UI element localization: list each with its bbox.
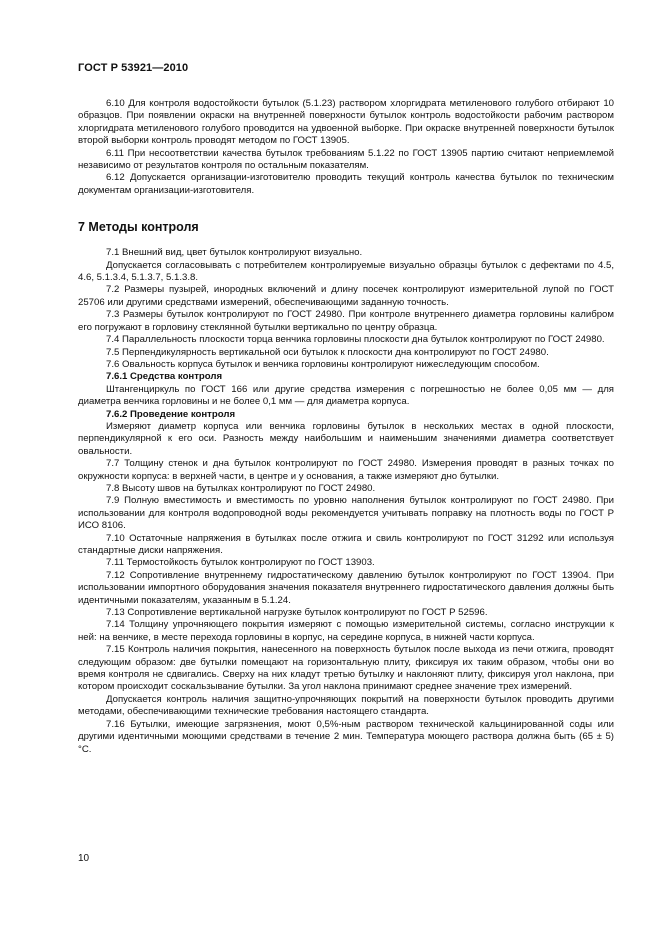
paragraph-7-7: 7.7 Толщину стенок и дна бутылок контролируют по ГОСТ 24980. Измерения проводят в разных точках по окружности корпуса: в верхней части, в центре и у основания, а также измеряют дно бутылки. — [78, 458, 614, 482]
paragraph-7-4: 7.4 Параллельность плоскости торца венчика горловины плоскости дна бутылок контролируют по ГОСТ 24980. — [106, 334, 605, 346]
paragraph-7-9: 7.9 Полную вместимость и вместимость по уровню наполнения бутылок контролируют по ГОСТ 24980. При использовании для контроля водопроводной воды рекомендуется учитывать поправку на плотность воды по ГОСТ Р ИСО 8106. — [78, 495, 614, 532]
paragraph-7-10: 7.10 Остаточные напряжения в бутылках после отжига и свиль контролируют по ГОСТ 31292 или используя стандартные диски напряжения. — [78, 532, 614, 556]
paragraph-7-15-note: Допускается контроль наличия защитно-упрочняющих покрытий на поверхности бутылок проводить другими методами, обеспечивающими технические требования настоящего стандарта. — [78, 693, 614, 718]
paragraph-7-5: 7.5 Перпендикулярность вертикальной оси бутылок к плоскости дна контролируют по ГОСТ 24980. — [106, 346, 549, 358]
paragraph-7-1-note: Допускается согласовывать с потребителем контролируемые визуально образцы бутылок с дефектами по 4.5, 4.6, 5.1.3.4, 5.1.3.7, 5.1.3.8. — [78, 259, 614, 284]
paragraph-7-2: 7.2 Размеры пузырей, инородных включений и длину посечек контролируют измерительной лупой по ГОСТ 25706 или другими средствами измерений, обеспечивающими заданную точность. — [78, 284, 614, 308]
paragraph-7-13: 7.13 Сопротивление вертикальной нагрузке бутылок контролируют по ГОСТ Р 52596. — [106, 607, 488, 619]
document-header: ГОСТ Р 53921—2010 — [78, 62, 189, 74]
document-page — [78, 62, 614, 756]
paragraph-7-8: 7.8 Высоту швов на бутылках контролируют по ГОСТ 24980. — [106, 482, 376, 494]
subsection-7-6-2-title: 7.6.2 Проведение контроля — [106, 408, 236, 420]
paragraph-7-6-1: Штангенциркуль по ГОСТ 166 или другие средства измерения с погрешностью не более 0,05 мм — для диаметра венчика горловины и не более 0,1 мм — для диаметра корпуса. — [78, 383, 614, 408]
subsection-7-6-1-title: 7.6.1 Средства контроля — [106, 371, 223, 383]
paragraph-7-14: 7.14 Толщину упрочняющего покрытия измеряют с помощью измерительной системы, согласно инструкции к ней: на венчике, в месте перехода горловины в корпус, на середине корпуса, в нижней части корпуса. — [78, 619, 614, 643]
paragraph-6-11: 6.11 При несоответствии качества бутылок требованиям 5.1.22 по ГОСТ 13905 партию считают неприемлемой независимо от результатов контроля по остальным показателям. — [78, 147, 614, 172]
page-number: 10 — [78, 853, 90, 864]
paragraph-7-1: 7.1 Внешний вид, цвет бутылок контролируют визуально. — [106, 247, 363, 259]
paragraph-7-6: 7.6 Овальность корпуса бутылок и венчика горловины контролируют нижеследующим способом. — [106, 358, 540, 370]
paragraph-7-11: 7.11 Термостойкость бутылок контролируют по ГОСТ 13903. — [106, 557, 375, 569]
paragraph-7-12: 7.12 Сопротивление внутреннему гидростатическому давлению бутылок контролируют по ГОСТ 13904. При использовании импортного оборудования значения показателя внутреннего гидростатического давления должны быть идентичными показателям, указанным в 5.1.24. — [78, 569, 614, 606]
paragraph-7-6-2: Измеряют диаметр корпуса или венчика горловины бутылок в нескольких местах в одной плоскости, перпендикулярной к его оси. Разность между наибольшим и наименьшим значениями диаметра соответствует овальности. — [78, 420, 614, 457]
section-title: 7 Методы контроля — [78, 220, 199, 235]
paragraph-6-12: 6.12 Допускается организации-изготовителю проводить текущий контроль качества бутылок по техническим документам организации-изготовителя. — [78, 172, 614, 196]
paragraph-7-3: 7.3 Размеры бутылок контролируют по ГОСТ 24980. При контроле внутреннего диаметра горловины калибром его погружают в горловину стеклянной бутылки вертикально по центру образца. — [78, 309, 614, 333]
paragraph-6-10: 6.10 Для контроля водостойкости бутылок (5.1.23) раствором хлоргидрата метиленового голубого отбирают 10 образцов. При появлении окраски на внутренней поверхности бутылок контроль водостойкости рабочим раствором хлоргидрата метиленового голубого проводится на удвоенной выборке. При окраске внутренней поверхности бутылок второй выборки контроль проводят методом по ГОСТ 13905. — [78, 98, 614, 147]
paragraph-7-16: 7.16 Бутылки, имеющие загрязнения, моют 0,5%-ным раствором технической кальцинированной соды или другими идентичными моющими средствами в течение 2 мин. Температура моющего раствора должна быть (65 ± 5) °С. — [78, 718, 614, 755]
paragraph-7-15: 7.15 Контроль наличия покрытия, нанесенного на поверхность бутылок после выхода из печи отжига, проводят следующим образом: две бутылки помещают на горизонтальную плиту, фиксируя их таким образом, чтобы они во время контроля не сдвигались. Сверху на них кладут третью бутылку и наклоняют плиту, фиксируя угол наклона, при котором происходит соскальзывание бутылки. За угол наклона принимают среднее значение трех измерений. — [78, 644, 614, 693]
